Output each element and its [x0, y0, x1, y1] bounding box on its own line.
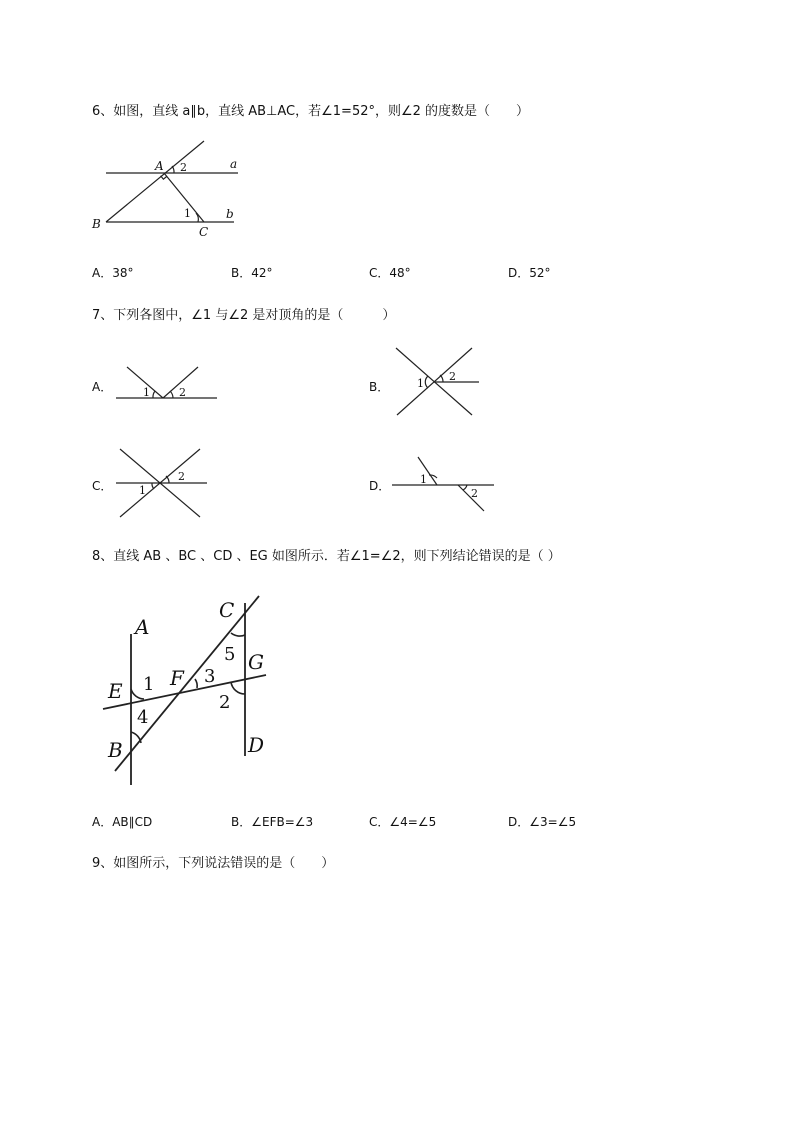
point-b-label: B — [92, 217, 101, 231]
point-d-label: D — [248, 733, 265, 757]
q6-option-c[interactable]: C．48° — [369, 266, 411, 280]
q8-option-d[interactable]: D．∠3=∠5 — [508, 815, 577, 829]
q8-option-c[interactable]: C．∠4=∠5 — [369, 815, 437, 829]
angle-3-arc — [195, 679, 197, 688]
line-a-label: a — [230, 157, 238, 171]
q7d-angle-2: 2 — [471, 487, 478, 500]
angle-2-label: 2 — [180, 161, 187, 174]
q6-option-a[interactable]: A．38° — [92, 266, 134, 280]
question-9-stem: 9、如图所示，下列说法错误的是（ ） — [92, 856, 335, 871]
line-b-label: b — [226, 207, 234, 221]
angle-5-label: 5 — [224, 644, 236, 665]
angle-5-arc — [231, 633, 245, 636]
point-c-label: C — [199, 225, 209, 239]
q7b-angle-1: 1 — [417, 377, 424, 390]
q7c-angle-1: 1 — [139, 484, 146, 497]
point-f-label: F — [170, 666, 184, 690]
q7c-angle-2: 2 — [178, 470, 185, 483]
angle-1-label: 1 — [184, 207, 191, 220]
angle-4-label: 4 — [137, 707, 149, 728]
point-g-label: G — [248, 650, 264, 674]
q7b-angle-2: 2 — [449, 370, 456, 383]
q7-option-d[interactable]: D． — [369, 479, 391, 493]
q6-option-b[interactable]: B．42° — [231, 266, 273, 280]
question-7-stem: 7、下列各图中，∠1 与∠2 是对顶角的是（ ） — [92, 308, 396, 323]
q7-option-c[interactable]: C． — [92, 479, 113, 493]
point-b-label: B — [108, 738, 123, 762]
q8-option-a[interactable]: A．AB∥CD — [92, 815, 153, 829]
q7a-angle-2: 2 — [179, 386, 186, 399]
question-8-stem: 8、直线 AB 、BC 、CD 、EG 如图所示．若∠1=∠2，则下列结论错误的是（ ） — [92, 549, 561, 564]
q7-option-a[interactable]: A． — [92, 380, 113, 394]
q7-option-b[interactable]: B． — [369, 380, 390, 394]
angle-2-arc — [231, 682, 245, 694]
point-a-label: A — [135, 615, 150, 639]
angle-1-label: 1 — [143, 674, 155, 695]
point-e-label: E — [108, 679, 123, 703]
q8-option-b[interactable]: B．∠EFB=∠3 — [231, 815, 314, 829]
line-eg — [103, 675, 266, 709]
q7a-angle-1: 1 — [143, 386, 150, 399]
question-6-stem: 6、如图，直线 a∥b，直线 AB⊥AC，若∠1=52°，则∠2 的度数是（ ） — [92, 104, 530, 119]
point-a-label: A — [155, 159, 164, 173]
angle-2-label: 2 — [219, 692, 231, 713]
angle-3-label: 3 — [204, 666, 216, 687]
point-c-label: C — [219, 598, 235, 622]
q6-option-d[interactable]: D．52° — [508, 266, 551, 280]
q7d-angle-1: 1 — [420, 473, 427, 486]
